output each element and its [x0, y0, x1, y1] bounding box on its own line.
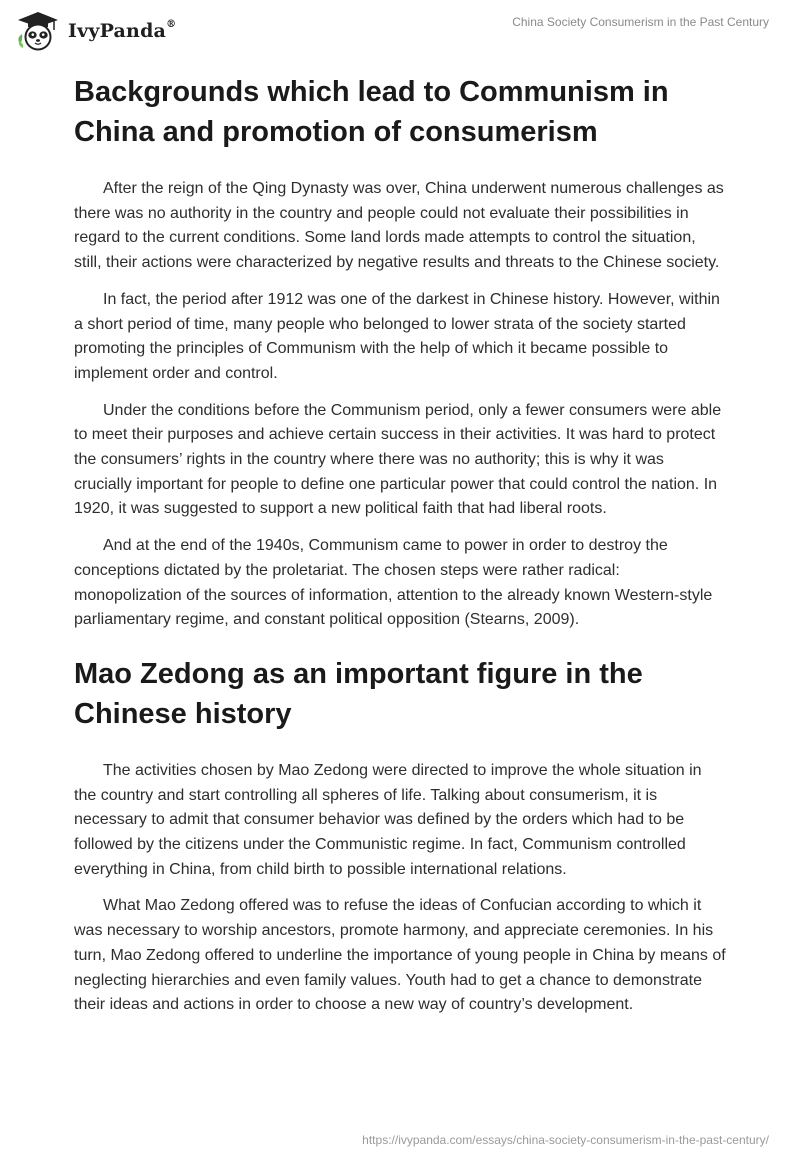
panda-graduate-icon: [14, 10, 62, 52]
paragraph: Under the conditions before the Communism period, only a fewer consumers were able to meet their purposes and achieve certain success in their activities. It was hard to protect the consumers’ rights in the country where there was no authority; this is why it was crucially important for people to define one particular power that could control the nation. In 1920, it was suggested to support a new political faith that had liberal roots.: [74, 401, 722, 518]
section-heading: Backgrounds which lead to Communism in China and promotion of consumerism: [74, 76, 669, 148]
section-heading: Mao Zedong as an important figure in the Chinese history: [74, 657, 643, 730]
brand-name: IvyPanda®: [68, 19, 177, 42]
brand-logo[interactable]: [14, 10, 176, 52]
paragraph: After the reign of the Qing Dynasty was over, China underwent numerous challenges as there was no authority in the country and people could not evaluate their possibilities in regard to the current conditions. Some land lords made attempts to control the situation, still, their actions were characterized by negative results and threats to the Chinese society.: [74, 180, 724, 272]
paragraph: The activities chosen by Mao Zedong were directed to improve the whole situation in the country and start controlling all spheres of life. Talking about consumerism, it is necessary to admit that consumer behavior was defined by the orders which had to be followed by the citizens under the Communistic regime. In fact, Communism controlled everything in China, from child birth to possible international relations.: [74, 761, 702, 878]
article-body: [74, 72, 726, 1030]
source-url[interactable]: https://ivypanda.com/essays/china-society-consumerism-in-the-past-century/: [362, 1133, 769, 1147]
paragraph: In fact, the period after 1912 was one of the darkest in Chinese history. However, within a short period of time, many people who belonged to lower strata of the society started promoting the principles of Communism with the help of which it became possible to implement order and control.: [74, 290, 720, 382]
paragraph: And at the end of the 1940s, Communism came to power in order to destroy the conceptions dictated by the proletariat. The chosen steps were rather radical: monopolization of the sources of information, attention to the already known Western-style parliamentary regime, and constant political opposition (Stearns, 2009).: [74, 537, 713, 629]
document-title: China Society Consumerism in the Past Century: [512, 15, 769, 29]
page-header: [0, 0, 800, 64]
paragraph: What Mao Zedong offered was to refuse the ideas of Confucian according to which it was necessary to worship ancestors, promote harmony, and appreciate ceremonies. In his turn, Mao Zedong offered to underline the importance of young people in China by means of neglecting hierarchies and even family values. Youth had to get a chance to demonstrate their ideas and actions in order to choose a new way of country’s development.: [74, 897, 726, 1014]
